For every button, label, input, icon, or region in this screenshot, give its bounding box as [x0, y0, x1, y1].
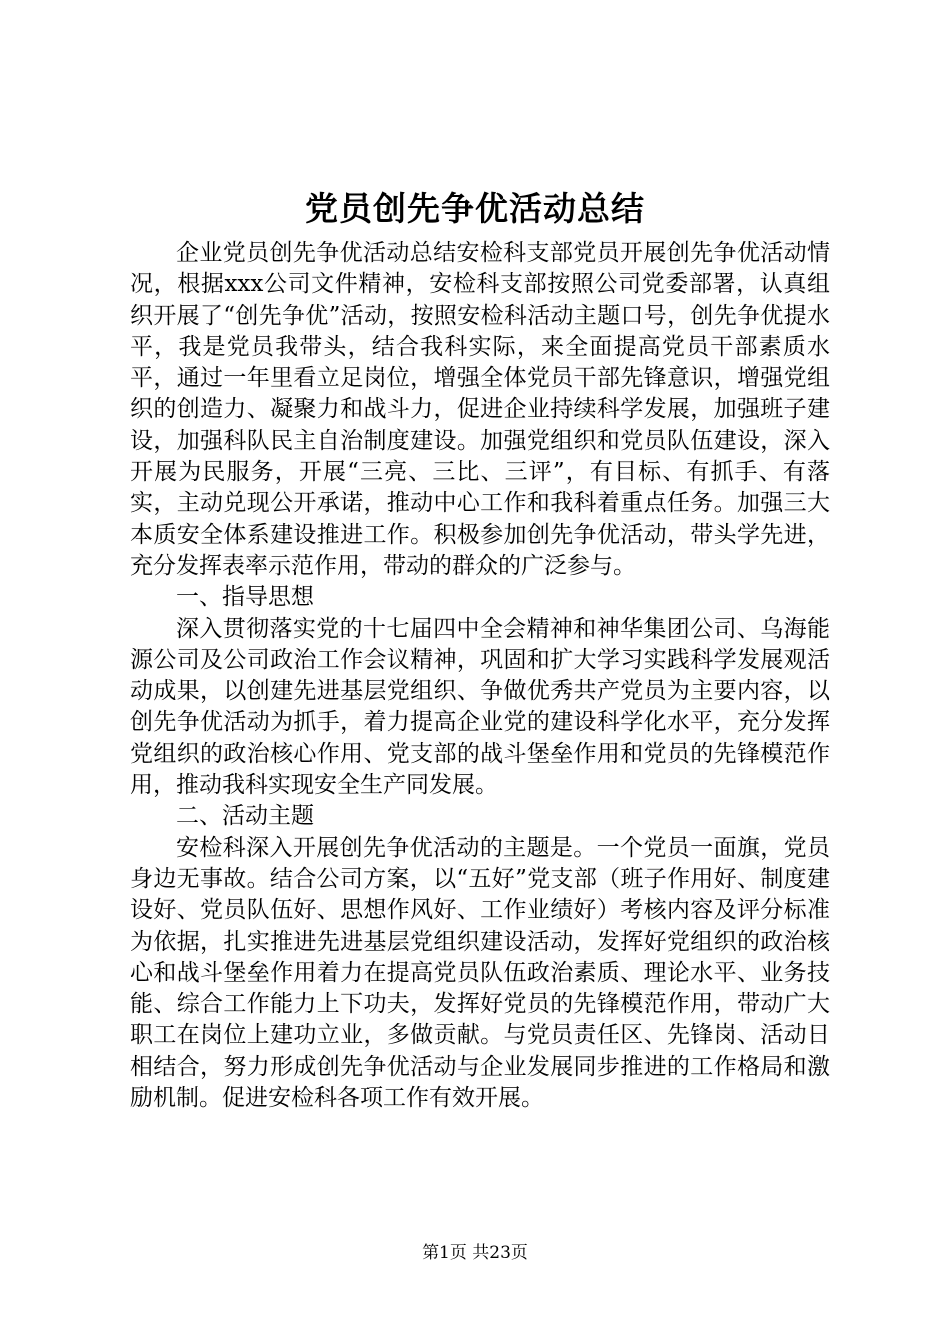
- activity-theme-paragraph: 安检科深入开展创先争优活动的主题是。一个党员一面旗，党员身边无事故。结合公司方案，以“五好”党支部（班子作用好、制度建设好、党员队伍好、思想作风好、工作业绩好）考核内容及评分标准为依据，扎实推进先进基层党组织建设活动，发挥好党组织的政治核心和战斗堡垒作用着力在提高党员队伍政治素质、理论水平、业务技能、综合工作能力上下功夫，发挥好党员的先锋模范作用，带动广大职工在岗位上建功立业，多做贡献。与党员责任区、先锋岗、活动日相结合，努力形成创先争优活动与企业发展同步推进的工作格局和激励机制。促进安检科各项工作有效开展。: [130, 834, 830, 1112]
- page-number-footer: 第1页 共23页: [422, 1243, 528, 1263]
- document-body: [130, 238, 830, 1114]
- intro-paragraph: 企业党员创先争优活动总结安检科支部党员开展创先争优活动情况，根据xxx公司文件精神，安检科支部按照公司党委部署，认真组织开展了“创先争优”活动，按照安检科活动主题口号，创先争优提水平，我是党员我带头，结合我科实际，来全面提高党员干部素质水平，通过一年里看立足岗位，增强全体党员干部先锋意识，增强党组织的创造力、凝聚力和战斗力，促进企业持续科学发展，加强班子建设，加强科队民主自治制度建设。加强党组织和党员队伍建设，深入开展为民服务，开展“三亮、三比、三评”，有目标、有抓手、有落实，主动兑现公开承诺，推动中心工作和我科着重点任务。加强三大本质安全体系建设推进工作。积极参加创先争优活动，带头学先进，充分发挥表率示范作用，带动的群众的广泛参与。: [130, 240, 830, 579]
- section-heading-activity-theme: 二、活动主题: [176, 803, 314, 830]
- guiding-thought-paragraph: 深入贯彻落实党的十七届四中全会精神和神华集团公司、乌海能源公司及公司政治工作会议精神，巩固和扩大学习实践科学发展观活动成果，以创建先进基层党组织、争做优秀共产党员为主要内容，以创先争优活动为抓手，着力提高企业党的建设科学化水平，充分发挥党组织的政治核心作用、党支部的战斗堡垒作用和党员的先锋模范作用，推动我科实现安全生产同发展。: [130, 615, 830, 799]
- section-heading-guiding-thought: 一、指导思想: [176, 584, 314, 611]
- document-title: 党员创先争优活动总结: [305, 189, 645, 228]
